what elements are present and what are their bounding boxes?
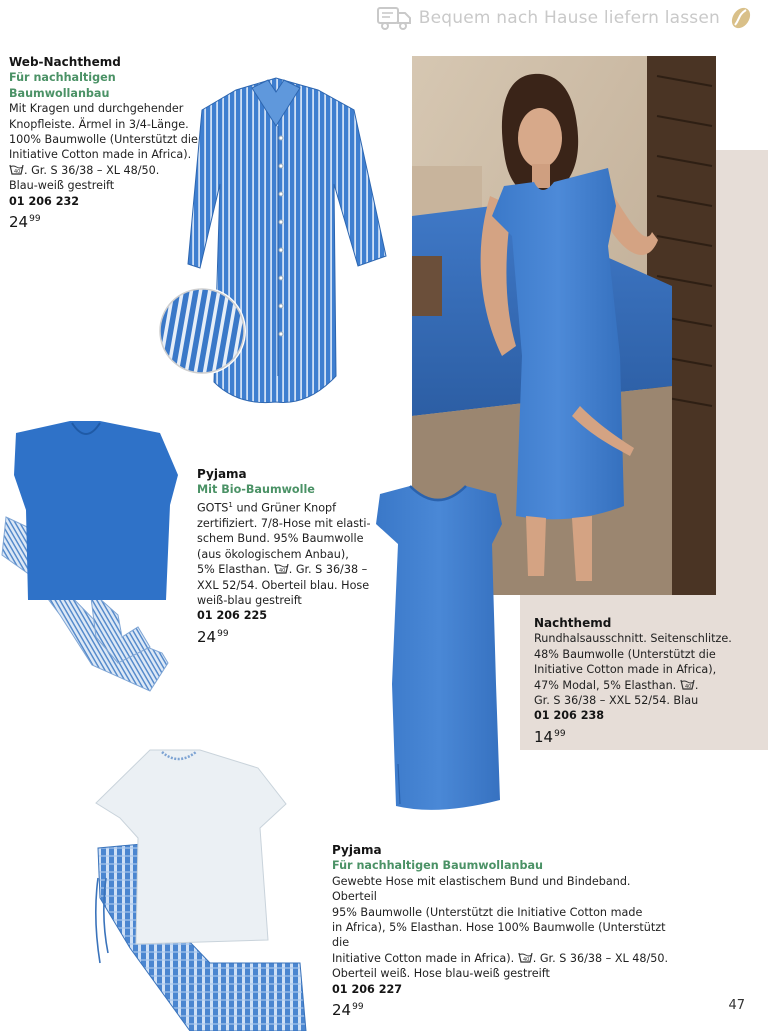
striped-nightshirt-image[interactable] (158, 76, 388, 408)
svg-text:40: 40 (522, 956, 530, 963)
page-number: 47 (728, 998, 745, 1013)
blue-nightdress-image[interactable] (372, 484, 504, 814)
coffee-bean-icon (728, 5, 754, 31)
product-tag: Mit Bio-Baumwolle (197, 483, 315, 497)
delivery-truck-icon (377, 5, 411, 31)
product-sizes: . Gr. S 36/38 – XXL 52/54. Blau (534, 678, 699, 708)
product-description: GOTS$^1$ und Grüner Knopf zertifiziert. 7/8-Hose mit elasti- schem Bund. 95% Baumwolle (aus ökologischem Anbau), 5% Elasthan. 40 . Gr. S 36/38 – XXL 52/54. Oberteil blau. Hose weiß-blau gestreift (197, 500, 371, 607)
article-number: 01 206 232 (9, 194, 80, 208)
product-name: Pyjama (332, 843, 382, 857)
product-description: Rundhalsausschnitt. Seitenschlitze. 48% Baumwolle (Unterstützt die Initiative Cotton made in Africa), 47% Modal, 5% Elasthan. 40 . Gr. S 36/38 – XXL 52/54. Blau (534, 632, 732, 708)
product-pyjama-cotton[interactable] (332, 843, 672, 1018)
delivery-banner-text: Bequem nach Hause liefern lassen (418, 8, 720, 28)
svg-text:40: 40 (684, 683, 692, 690)
article-number: 01 206 238 (534, 709, 605, 723)
white-pyjama-image[interactable] (90, 748, 308, 1031)
product-nachthemd[interactable] (534, 616, 734, 745)
product-pyjama-bio[interactable] (197, 467, 372, 645)
product-price: $14^{99}$ (534, 727, 566, 746)
product-tag: Für nachhaltigen Baumwollanbau (9, 71, 116, 100)
product-color: Blau-weiß gestreift (9, 179, 115, 193)
product-tag: Für nachhaltigen Baumwollanbau (332, 859, 543, 873)
blue-pyjama-image[interactable] (0, 415, 182, 705)
svg-text:40: 40 (14, 168, 21, 175)
product-name: Nachthemd (534, 616, 612, 630)
product-price: $24^{99}$ (9, 213, 41, 232)
product-name: Pyjama (197, 467, 247, 481)
product-price: $24^{99}$ (197, 627, 229, 646)
washing-symbol-icon (274, 563, 289, 574)
article-number: 01 206 225 (197, 609, 268, 623)
product-sizes: . Gr. S 36/38 – XL 48/50. Oberteil weiß. Hose blau-weiß gestreift (332, 951, 669, 981)
washing-symbol-icon (680, 679, 695, 690)
product-description: Mit Kragen und durchgehender Knopfleiste. Ärmel in 3/4-Länge. 100% Baumwolle (Unterstützt die Initiative Cotton made in Africa). (9, 102, 198, 162)
product-name: Web-Nachthemd (9, 55, 121, 69)
article-number: 01 206 227 (332, 982, 403, 996)
washing-symbol-icon (9, 164, 24, 175)
product-sizes: . Gr. S 36/38 – XL 48/50. (24, 163, 160, 177)
product-description: Gewebte Hose mit elastischem Bund und Bindeband. Oberteil 95% Baumwolle (Unterstützt die Initiative Cotton made in Africa), 5% Elasthan. Hose 100% Baumwolle (Unterstützt die Initiative Cotton made in Africa). 40 . Gr. S 36/38 – XL 48/50. Oberteil weiß. Hose blau-weiß gestreift (332, 874, 669, 981)
product-price: $24^{99}$ (332, 1001, 364, 1020)
washing-symbol-icon (518, 952, 533, 963)
product-sizes: . Gr. S 36/38 – XXL 52/54. Oberteil blau. Hose weiß-blau gestreift (197, 563, 370, 607)
svg-text:40: 40 (278, 568, 286, 575)
delivery-banner[interactable] (377, 4, 754, 32)
